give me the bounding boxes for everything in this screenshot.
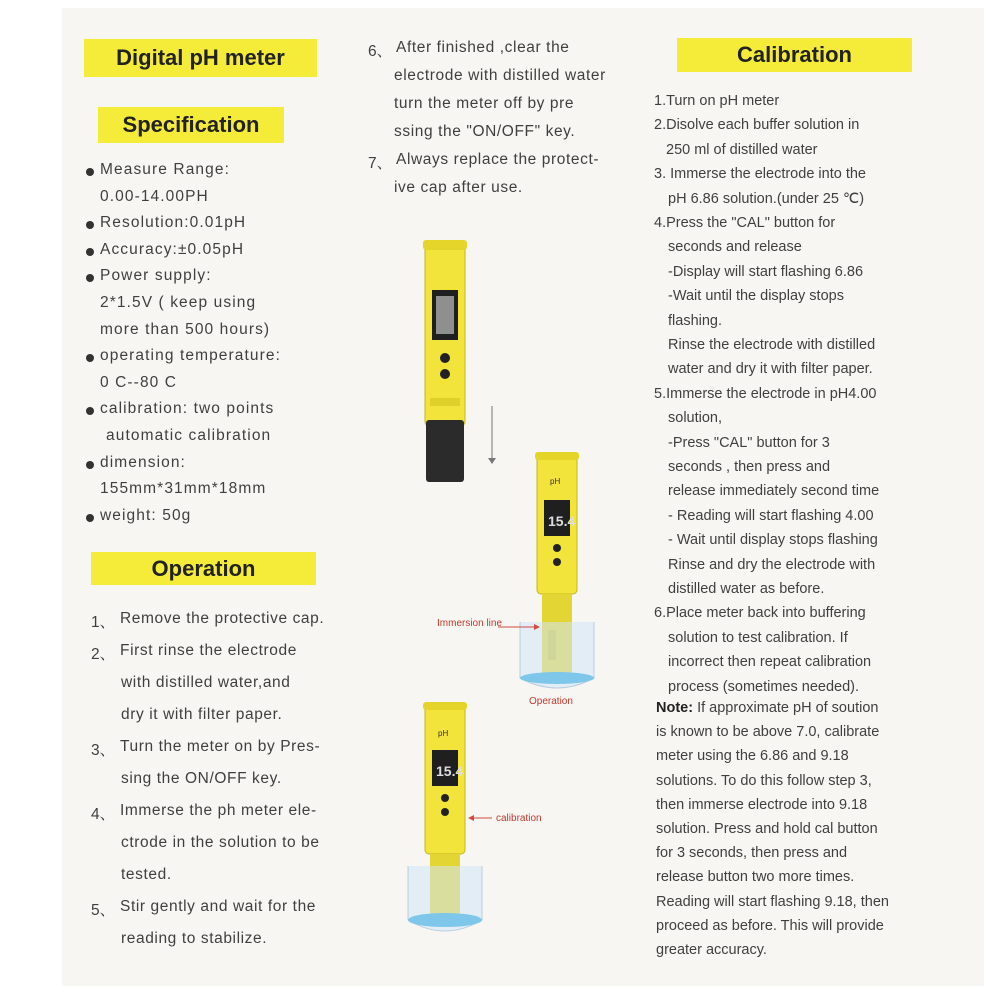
calibration-heading: Calibration [677, 38, 912, 72]
note-line: meter using the 6.86 and 9.18 [656, 748, 849, 765]
meter-in-solution [520, 452, 594, 688]
calibration-line: -Press "CAL" button for 3 [668, 434, 830, 451]
note-line: greater accuracy. [656, 942, 767, 958]
spec-bullet [86, 168, 94, 176]
note-label: Note: [656, 700, 694, 716]
ph-meter-illustration [380, 230, 650, 990]
note-line: is known to be above 7.0, calibrate [656, 724, 880, 741]
note-line: proceed as before. This will provide [656, 917, 884, 934]
meter-label-2: pH [438, 729, 449, 738]
operation-line: turn the meter off by pre [394, 95, 575, 112]
spec-line: Power supply: [100, 267, 212, 285]
calibration-line: 1.Turn on pH meter [654, 93, 780, 109]
spec-bullet [86, 514, 94, 522]
calibration-line: solution to test calibration. If [668, 629, 848, 646]
operation-line: reading to stabilize. [121, 930, 268, 947]
spec-line: Resolution:0.01pH [100, 214, 247, 232]
spec-line: Measure Range: [100, 161, 230, 178]
operation-line: with distilled water,and [121, 674, 291, 691]
spec-bullet [86, 461, 94, 469]
calibration-line: release immediately second time [668, 483, 880, 500]
spec-line: 155mm*31mm*18mm [100, 480, 267, 498]
spec-bullet [86, 248, 94, 256]
meter-label: pH [550, 477, 561, 486]
calibration-line: seconds , then press and [668, 459, 831, 475]
operation-line: Turn the meter on by Pres- [120, 738, 321, 755]
calibration-line: seconds and release [668, 239, 802, 256]
note-line: solutions. To do this follow step 3, [656, 772, 872, 789]
spec-line: dimension: [100, 453, 186, 471]
meter-display: 15.4 [548, 513, 576, 529]
calibration-line: 5.Immerse the electrode in pH4.00 [654, 385, 877, 402]
calibration-caption: calibration [496, 813, 542, 824]
operation-line: ive cap after use. [394, 179, 523, 196]
calibration-line: pH 6.86 solution.(under 25 ℃) [668, 190, 865, 207]
calibration-line: 250 ml of distilled water [666, 141, 818, 158]
specification-heading: Specification [98, 107, 284, 143]
note-line: for 3 seconds, then press and [656, 845, 848, 862]
operation-number: 5、 [91, 902, 116, 919]
operation-number: 6、 [368, 43, 393, 60]
meter-calibration [408, 702, 482, 931]
spec-line: 0.00-14.00PH [100, 187, 209, 205]
operation-line: Remove the protective cap. [120, 610, 325, 627]
operation-caption: Operation [529, 696, 573, 707]
spec-line: 0 C--80 C [100, 373, 178, 391]
operation-number: 4、 [91, 806, 116, 823]
spec-line: 2*1.5V ( keep using [100, 294, 257, 311]
note-line: solution. Press and hold cal button [656, 821, 878, 837]
calibration-line: - Wait until display stops flashing [668, 532, 878, 549]
operation-line: electrode with distilled water [394, 67, 606, 84]
calibration-line: distilled water as before. [668, 581, 825, 597]
operation-line: After finished ,clear the [396, 39, 570, 56]
calibration-line: 4.Press the "CAL" button for [654, 215, 836, 231]
note-first-text: If approximate pH of soution [697, 700, 879, 716]
calibration-line: process (sometimes needed). [668, 678, 859, 695]
calibration-line: 2.Disolve each buffer solution in [654, 117, 860, 134]
calibration-line: -Wait until the display stops [668, 288, 844, 305]
note-first-line [656, 700, 878, 716]
calibration-line: 6.Place meter back into buffering [654, 605, 866, 622]
immersion-line-label: Immersion line [437, 618, 503, 629]
operation-number: 3、 [91, 742, 116, 759]
operation-line: Immerse the ph meter ele- [120, 802, 317, 819]
note-line: release button two more times. [656, 869, 855, 886]
calibration-line: flashing. [668, 312, 723, 329]
operation-line: ctrode in the solution to be [121, 834, 320, 851]
title-heading: Digital pH meter [84, 39, 317, 77]
operation-number: 1、 [91, 614, 116, 631]
operation-heading: Operation [91, 552, 316, 585]
spec-line: weight: 50g [100, 506, 192, 524]
spec-line: Accuracy:±0.05pH [100, 240, 245, 258]
calibration-line: -Display will start flashing 6.86 [668, 263, 864, 280]
calibration-line: Rinse the electrode with distilled [668, 337, 876, 353]
spec-line: automatic calibration [106, 427, 272, 444]
spec-line: operating temperature: [100, 347, 282, 365]
calibration-line: - Reading will start flashing 4.00 [668, 507, 874, 524]
note-line: Reading will start flashing 9.18, then [656, 893, 889, 910]
spec-line: calibration: two points [100, 400, 275, 418]
operation-number: 2、 [91, 646, 116, 663]
operation-line: First rinse the electrode [120, 642, 297, 659]
operation-line: tested. [121, 866, 172, 883]
meter-display-2: 15.4 [436, 763, 464, 779]
calibration-line: Rinse and dry the electrode with [668, 556, 876, 573]
spec-line: more than 500 hours) [100, 320, 271, 338]
operation-line: ssing the "ON/OFF" key. [394, 123, 576, 140]
calibration-line: 3. Immerse the electrode into the [654, 166, 866, 183]
operation-number: 7、 [368, 155, 393, 172]
meter-with-cap [423, 240, 467, 482]
note-line: then immerse electrode into 9.18 [656, 796, 868, 813]
calibration-line: solution, [668, 410, 723, 427]
operation-line: dry it with filter paper. [121, 706, 283, 723]
calibration-line: water and dry it with filter paper. [668, 361, 873, 378]
calibration-line: incorrect then repeat calibration [668, 654, 872, 671]
operation-line: sing the ON/OFF key. [121, 770, 282, 787]
operation-line: Always replace the protect- [396, 151, 600, 168]
operation-line: Stir gently and wait for the [120, 898, 317, 915]
